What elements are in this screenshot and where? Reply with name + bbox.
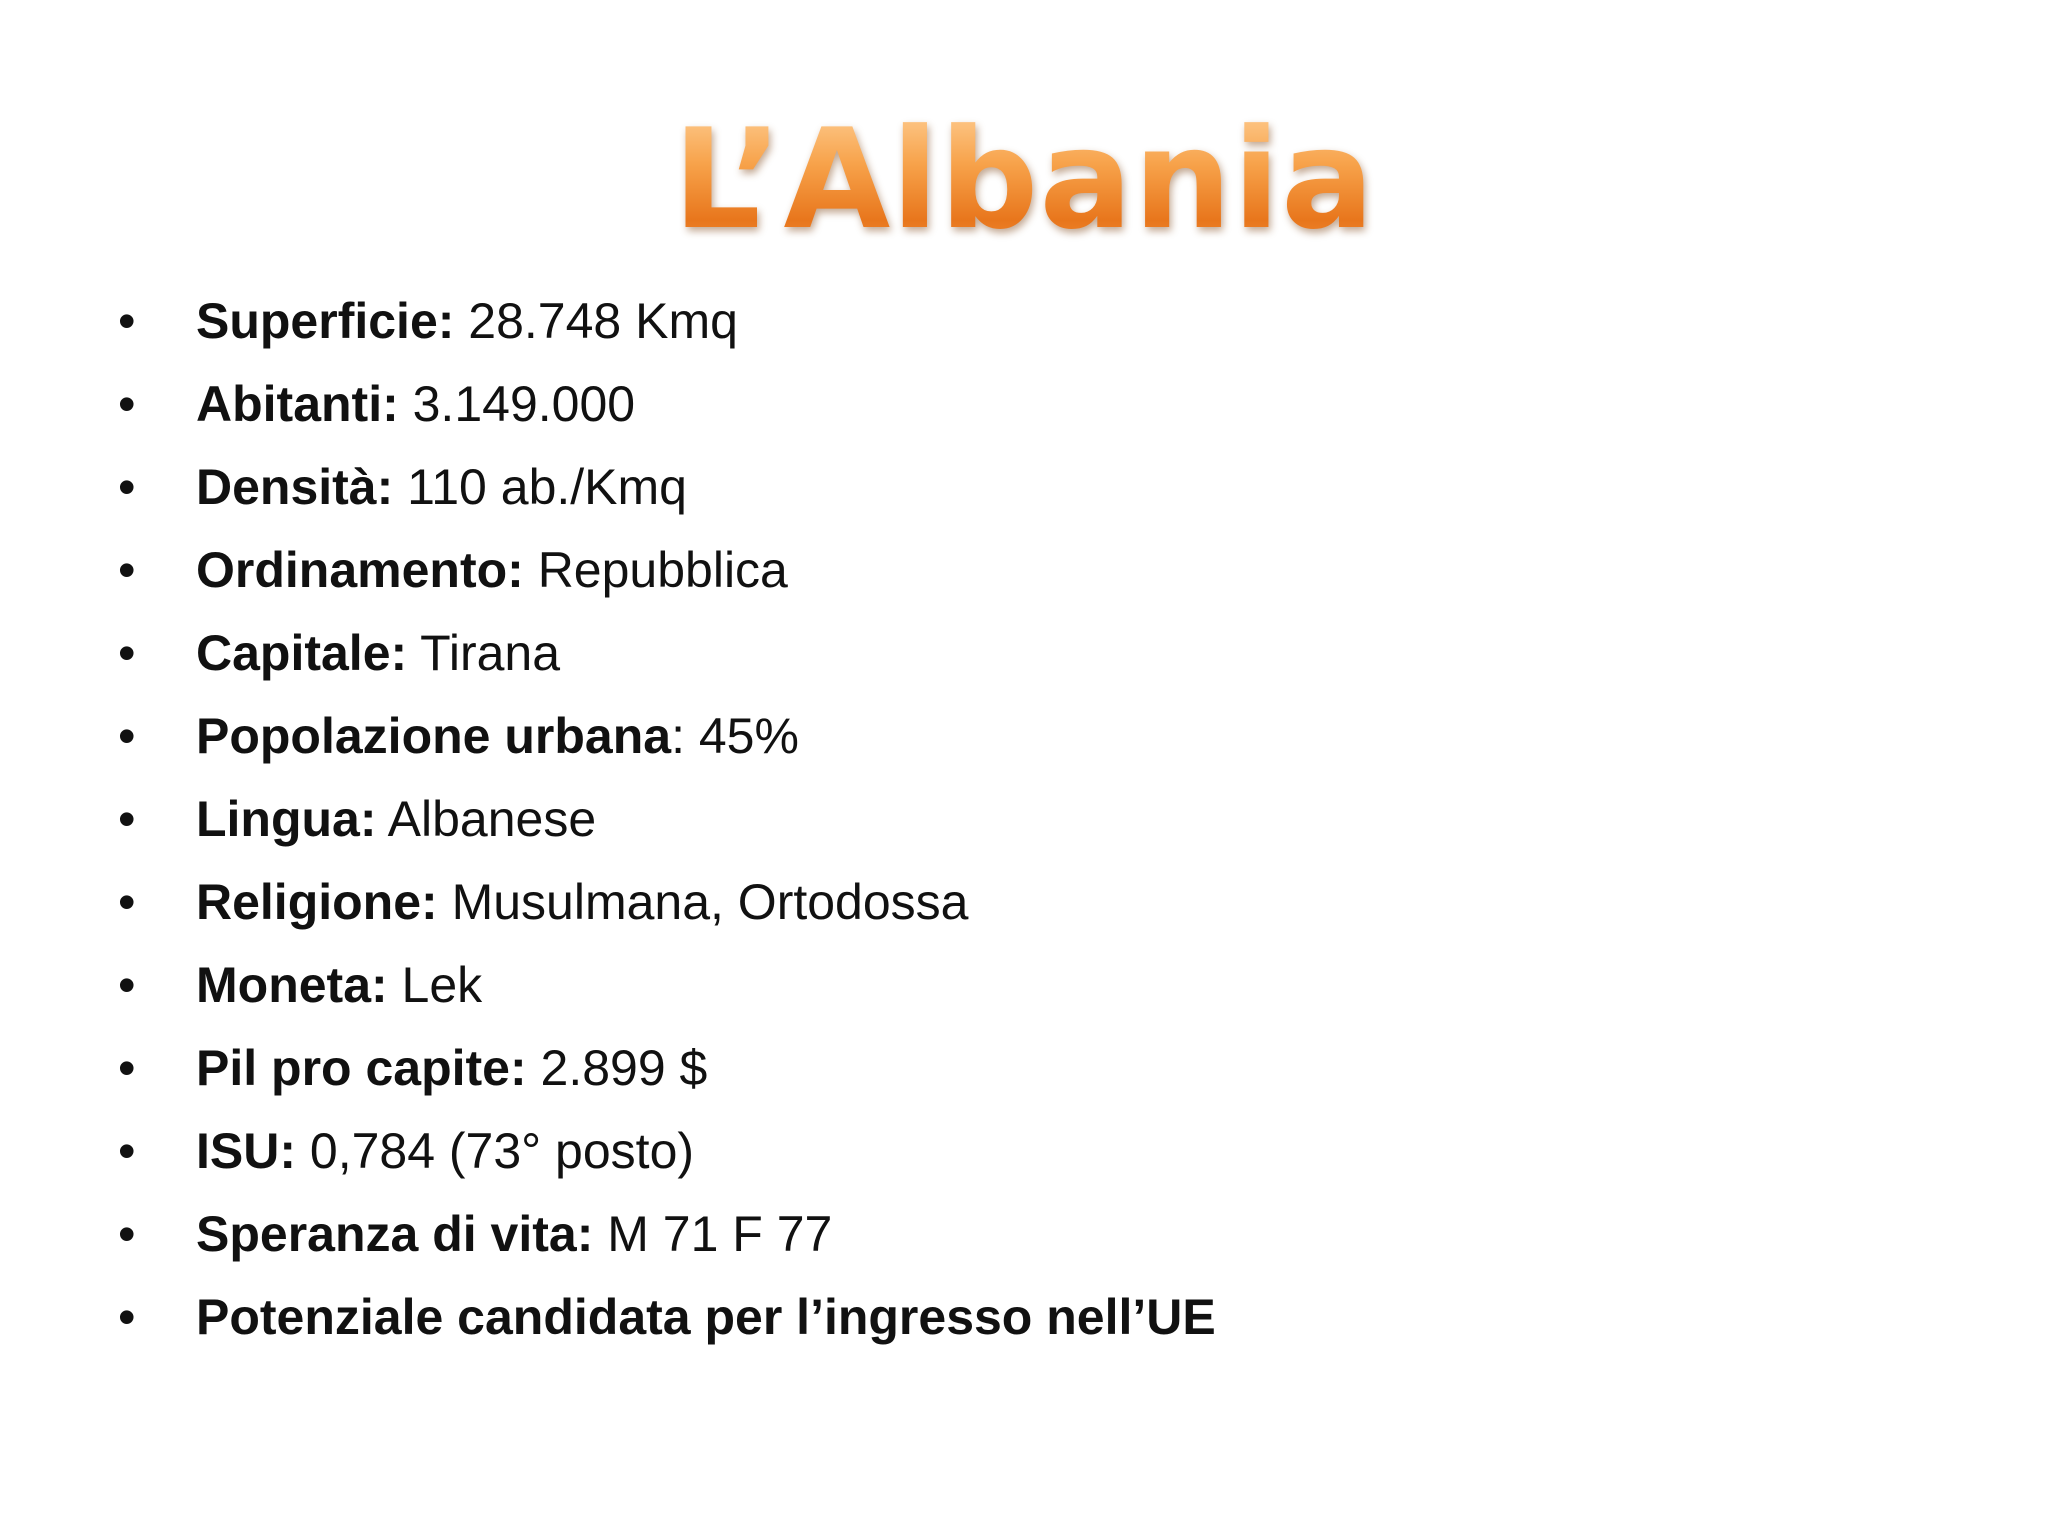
item-value: M 71 F 77 bbox=[593, 1206, 833, 1262]
item-label: ISU: bbox=[196, 1123, 296, 1179]
bullet-icon: • bbox=[118, 376, 136, 432]
slide-title: L’Albania bbox=[0, 100, 2048, 260]
list-item bbox=[118, 288, 1216, 371]
bullet-icon: • bbox=[118, 1040, 136, 1096]
item-label: Speranza di vita: bbox=[196, 1206, 594, 1262]
list-item bbox=[118, 1201, 1216, 1284]
bullet-icon: • bbox=[118, 708, 136, 764]
item-label: Moneta: bbox=[196, 957, 388, 1013]
item-value: : 45% bbox=[671, 708, 799, 764]
item-label: Densità: bbox=[196, 459, 394, 515]
item-label: Capitale: bbox=[196, 625, 408, 681]
list-item bbox=[118, 1118, 1216, 1201]
item-value: Musulmana, Ortodossa bbox=[437, 874, 969, 930]
item-label: Ordinamento: bbox=[196, 542, 524, 598]
bullet-list bbox=[118, 288, 1216, 1367]
bullet-icon: • bbox=[118, 293, 136, 349]
item-label: Popolazione urbana bbox=[196, 708, 672, 764]
list-item bbox=[118, 454, 1216, 537]
bullet-icon: • bbox=[118, 1123, 136, 1179]
item-value: 0,784 (73° posto) bbox=[296, 1123, 695, 1179]
bullet-icon: • bbox=[118, 957, 136, 1013]
bullet-icon: • bbox=[118, 542, 136, 598]
list-item bbox=[118, 952, 1216, 1035]
item-label: Abitanti: bbox=[196, 376, 399, 432]
item-label: Potenziale candidata per l’ingresso nell’UE bbox=[196, 1289, 1216, 1345]
item-value: Repubblica bbox=[523, 542, 788, 598]
bullet-icon: • bbox=[118, 459, 136, 515]
list-item bbox=[118, 620, 1216, 703]
item-value: 110 ab./Kmq bbox=[393, 459, 687, 515]
list-item bbox=[118, 1035, 1216, 1118]
list-item bbox=[118, 786, 1216, 869]
item-label: Pil pro capite: bbox=[196, 1040, 527, 1096]
item-value: 3.149.000 bbox=[398, 376, 636, 432]
item-label: Lingua: bbox=[196, 791, 377, 847]
list-item bbox=[118, 1284, 1216, 1367]
item-label: Superficie: bbox=[196, 293, 455, 349]
item-value: Tirana bbox=[407, 625, 561, 681]
item-value: 28.748 Kmq bbox=[454, 293, 738, 349]
item-value: 2.899 $ bbox=[526, 1040, 708, 1096]
bullet-icon: • bbox=[118, 625, 136, 681]
list-item bbox=[118, 371, 1216, 454]
bullet-icon: • bbox=[118, 791, 136, 847]
list-item bbox=[118, 537, 1216, 620]
item-label: Religione: bbox=[196, 874, 438, 930]
list-item bbox=[118, 703, 1216, 786]
bullet-icon: • bbox=[118, 874, 136, 930]
item-value: Albanese bbox=[376, 791, 597, 847]
bullet-icon: • bbox=[118, 1289, 136, 1345]
item-value: Lek bbox=[387, 957, 483, 1013]
list-item bbox=[118, 869, 1216, 952]
bullet-icon: • bbox=[118, 1206, 136, 1262]
